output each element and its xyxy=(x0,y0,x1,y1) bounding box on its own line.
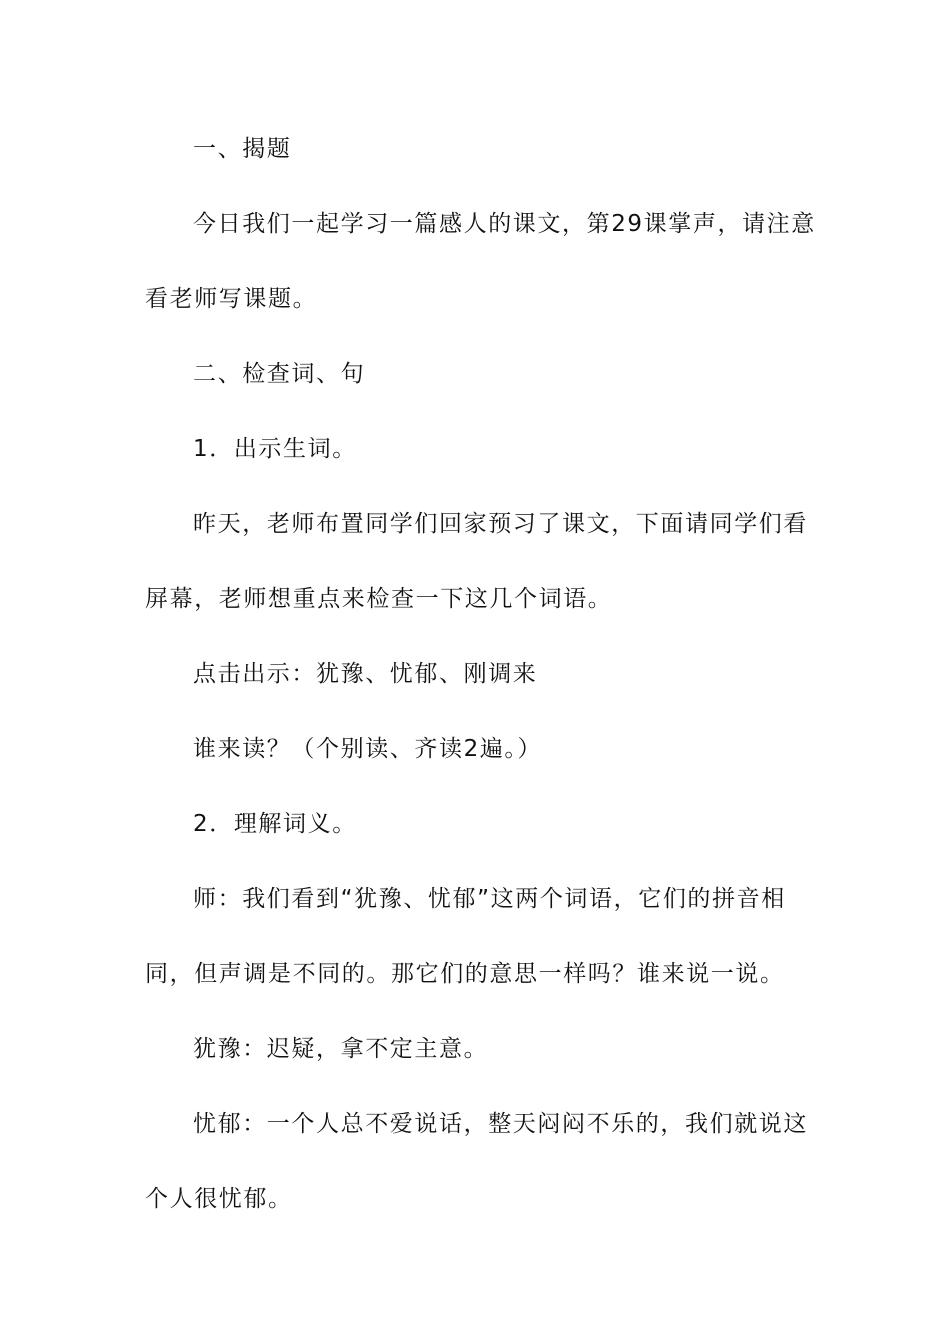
paragraph-line: 今日我们一起学习一篇感人的课文，第29课掌声，请注意 xyxy=(193,211,816,237)
heading-section-1: 一、揭题 xyxy=(193,136,292,162)
paragraph-line: 看老师写课题。 xyxy=(145,286,318,312)
subheading-item-1: 1．出示生词。 xyxy=(193,436,357,462)
paragraph-line: 昨天，老师布置同学们回家预习了课文，下面请同学们看 xyxy=(193,511,808,537)
paragraph-line: 点击出示：犹豫、忧郁、刚调来 xyxy=(193,661,538,687)
paragraph-line: 谁来读？（个别读、齐读2遍。） xyxy=(193,736,543,762)
paragraph-line: 个人很忧郁。 xyxy=(145,1186,293,1212)
paragraph-line: 师：我们看到“犹豫、忧郁”这两个词语，它们的拼音相 xyxy=(193,886,786,912)
heading-section-2: 二、检查词、句 xyxy=(193,361,366,387)
paragraph-line: 屏幕，老师想重点来检查一下这几个词语。 xyxy=(145,586,613,612)
paragraph-line: 犹豫：迟疑，拿不定主意。 xyxy=(193,1036,489,1062)
paragraph-line: 忧郁：一个人总不爱说话，整天闷闷不乐的，我们就说这 xyxy=(193,1111,808,1137)
subheading-item-2: 2．理解词义。 xyxy=(193,811,357,837)
paragraph-line: 同，但声调是不同的。那它们的意思一样吗？谁来说一说。 xyxy=(145,961,785,987)
